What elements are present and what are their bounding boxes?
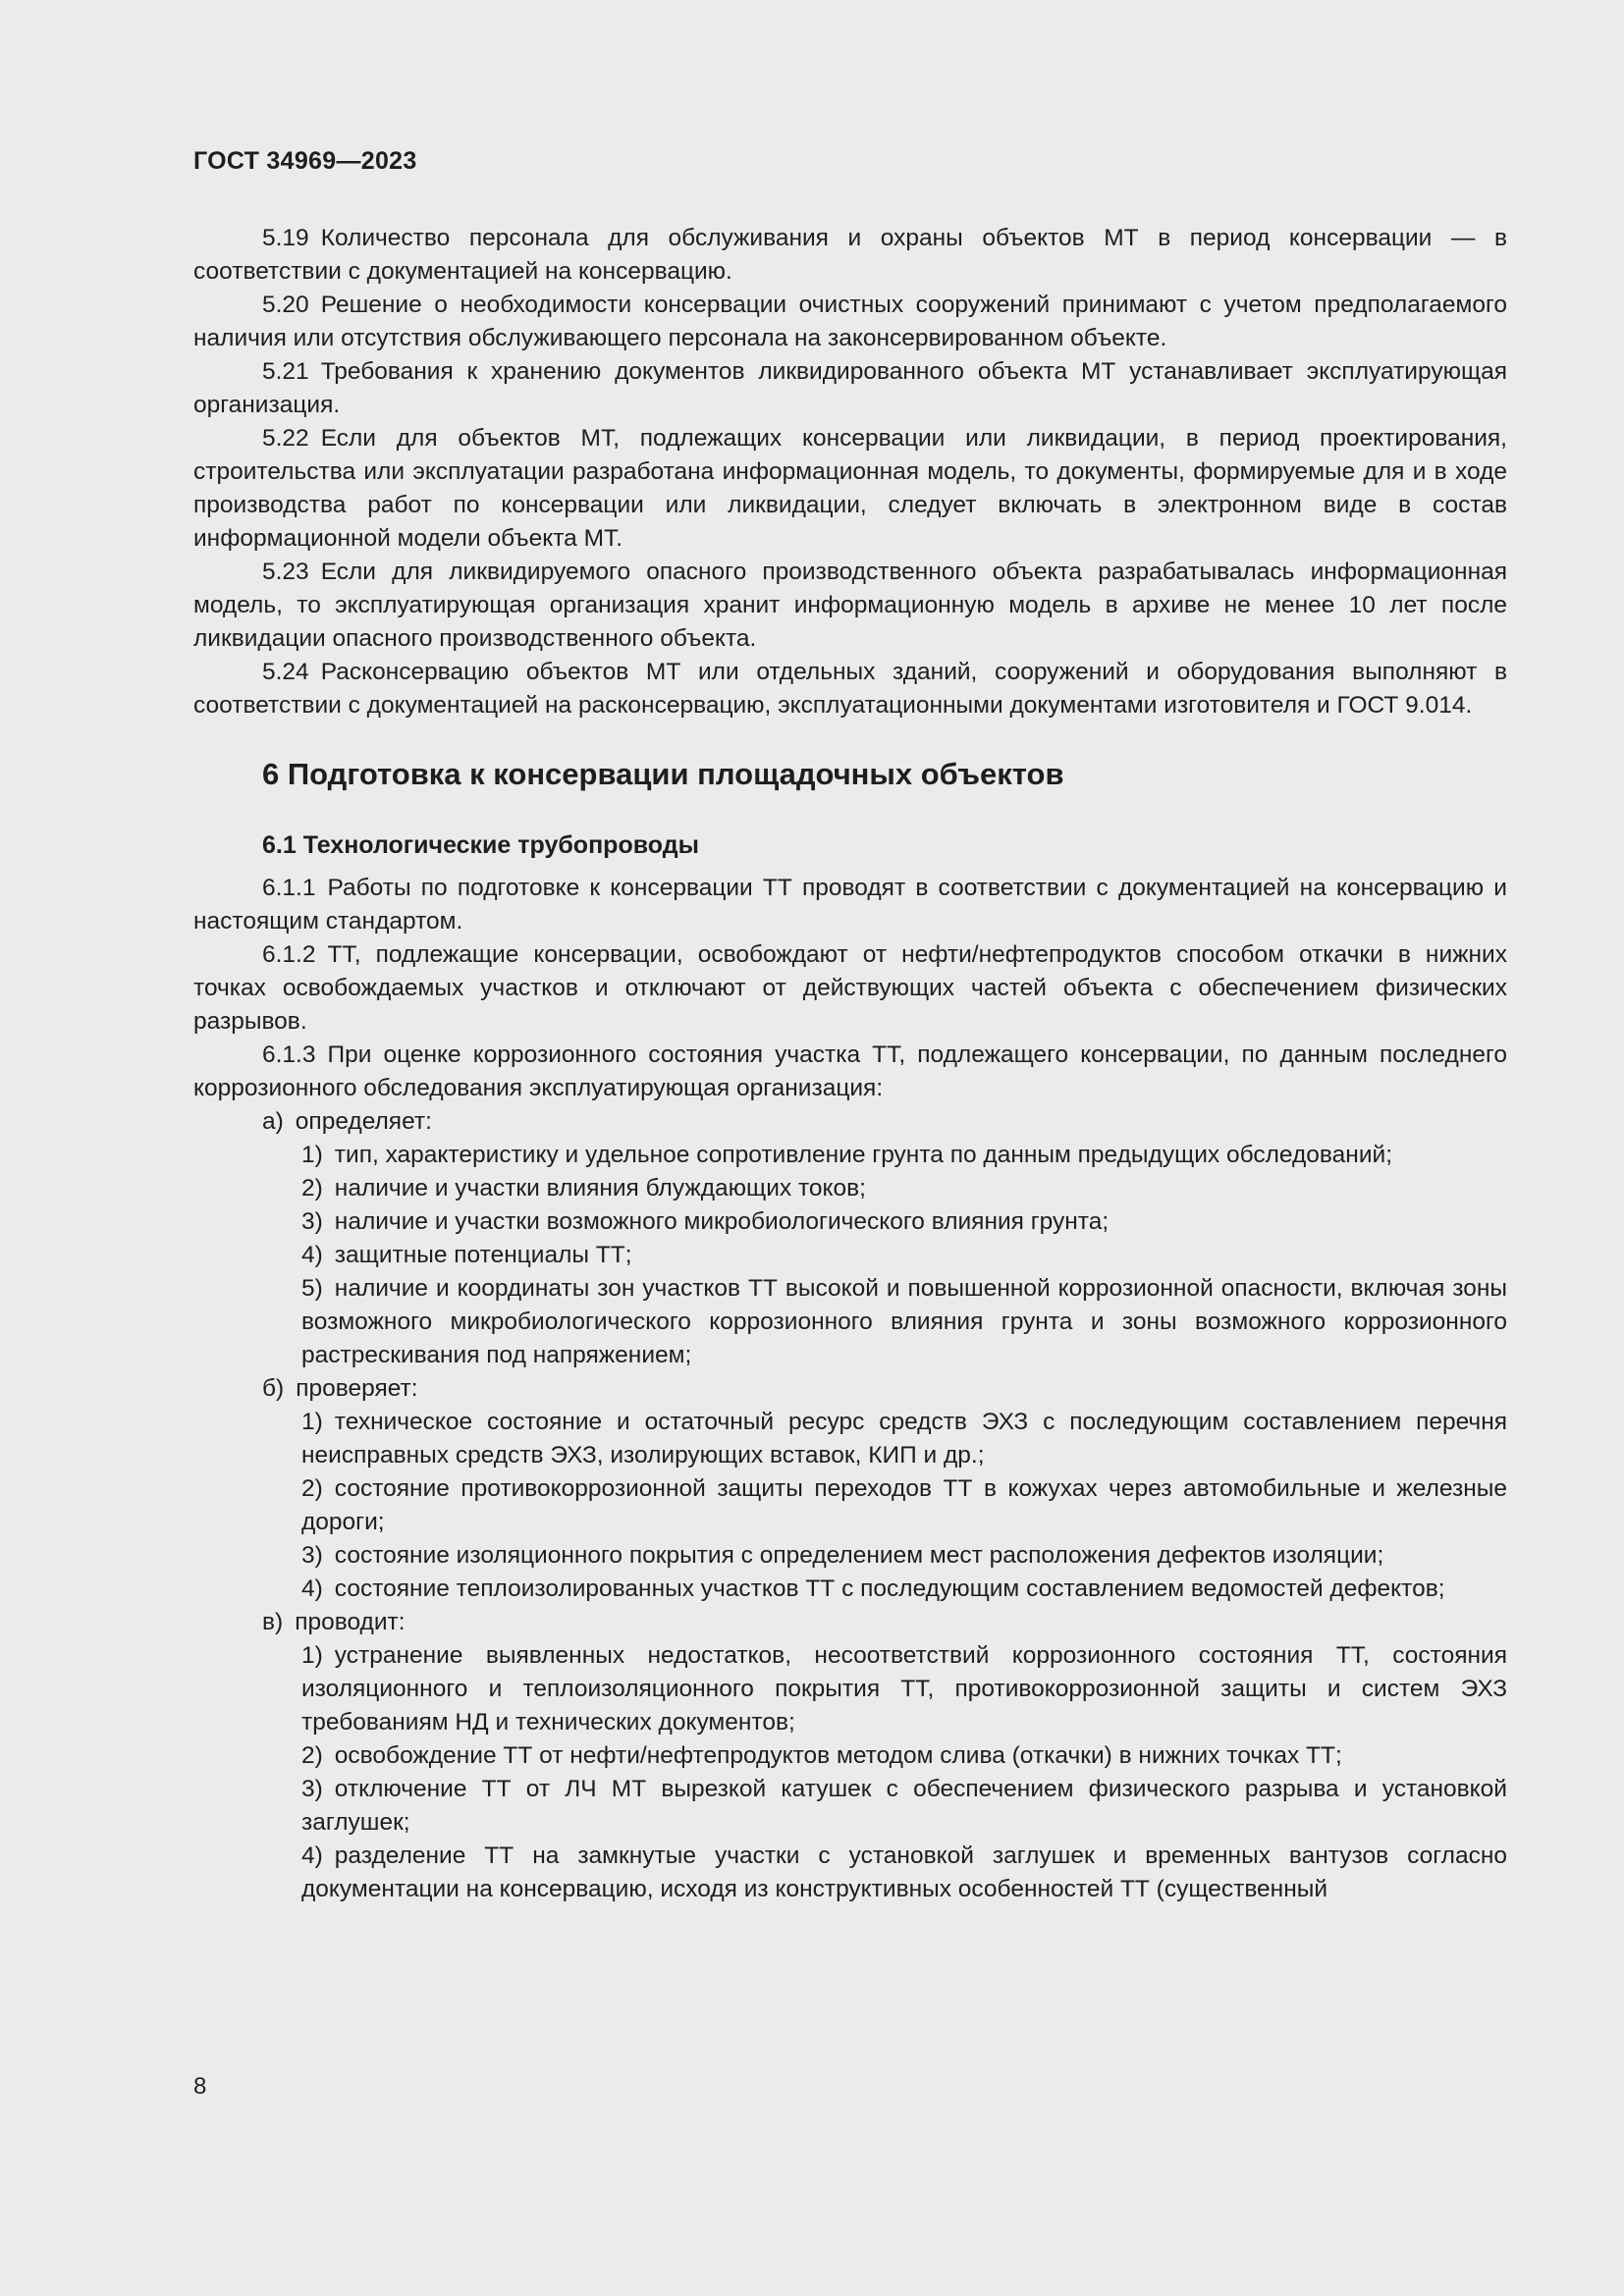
list-item: [301, 1239, 1507, 1272]
list-item: [301, 1472, 1507, 1539]
list-item: [301, 1139, 1507, 1172]
subsection-6-1-title: 6.1 Технологические трубопроводы: [262, 831, 699, 859]
list-heading-text: определяет:: [295, 1108, 432, 1135]
list-label: в): [262, 1609, 284, 1635]
list-item-number: 4): [301, 1842, 323, 1869]
paragraph-5-23: [193, 556, 1507, 656]
list-item: [301, 1272, 1507, 1372]
paragraph-5-24: [193, 656, 1507, 722]
list-item: [301, 1639, 1507, 1739]
list-item-text: разделение ТТ на замкнутые участки с установкой заглушек и временных вантузов согласно документации на консервацию, исходя из конструктивных особенностей ТТ (существенный: [301, 1842, 1507, 1902]
list-item-text: состояние теплоизолированных участков ТТ с последующим составлением ведомостей дефектов;: [334, 1575, 1445, 1602]
list-item: [301, 1573, 1507, 1606]
list-item-number: 1): [301, 1409, 323, 1435]
paragraph-text: Количество персонала для обслуживания и охраны объектов МТ в период консервации — в соответствии с документацией на консервацию.: [193, 225, 1507, 285]
list-item-text: устранение выявленных недостатков, несоответствий коррозионного состояния ТТ, состояния изоляционного и теплоизоляционного покрытия ТТ, противокоррозионной защиты и систем ЭХЗ требованиям НД и технических документов;: [301, 1642, 1507, 1735]
list-item: [301, 1739, 1507, 1773]
paragraph-text: Если для ликвидируемого опасного производственного объекта разрабатывалась информационная модель, то эксплуатирующая организация хранит информационную модель в архиве не менее 10 лет после ликвидации опасного производственного объекта.: [193, 559, 1507, 652]
list-v-heading: [262, 1606, 1507, 1639]
paragraph-number: 5.22: [262, 425, 309, 452]
paragraph-number: 5.24: [262, 659, 309, 685]
paragraph-number: 6.1.1: [262, 875, 316, 901]
document-header: ГОСТ 34969—2023: [193, 147, 417, 175]
list-label: б): [262, 1375, 285, 1402]
list-item-number: 1): [301, 1142, 323, 1168]
list-item-number: 3): [301, 1542, 323, 1569]
list-item-text: отключение ТТ от ЛЧ МТ вырезкой катушек с обеспечением физического разрыва и установкой заглушек;: [301, 1776, 1507, 1836]
list-item-number: 3): [301, 1776, 323, 1802]
paragraph-text: Если для объектов МТ, подлежащих консервации или ликвидации, в период проектирования, строительства или эксплуатации разработана информационная модель, то документы, формируемые для и в ходе производства работ по консервации или ликвидации, следует включать в электронном виде в состав информационной модели объекта МТ.: [193, 425, 1507, 552]
list-item-number: 2): [301, 1475, 323, 1502]
list-item-text: тип, характеристику и удельное сопротивление грунта по данным предыдущих обследований;: [334, 1142, 1392, 1168]
document-body: [193, 222, 1507, 1906]
paragraph-number: 5.20: [262, 292, 309, 318]
list-item-text: освобождение ТТ от нефти/нефтепродуктов методом слива (откачки) в нижних точках ТТ;: [334, 1742, 1342, 1769]
paragraph-text: Расконсервацию объектов МТ или отдельных зданий, сооружений и оборудования выполняют в соответствии с документацией на расконсервацию, эксплуатационными документами изготовителя и ГОСТ 9.014.: [193, 659, 1507, 719]
paragraph-text: При оценке коррозионного состояния участка ТТ, подлежащего консервации, по данным последнего коррозионного обследования эксплуатирующая организация:: [193, 1041, 1507, 1101]
list-item: [301, 1172, 1507, 1205]
paragraph-text: ТТ, подлежащие консервации, освобождают от нефти/нефтепродуктов способом откачки в нижних точках освобождаемых участков и отключают от действующих частей объекта с обеспечением физических разрывов.: [193, 941, 1507, 1035]
list-item-number: 2): [301, 1175, 323, 1201]
list-item: [301, 1840, 1507, 1906]
list-item-number: 4): [301, 1242, 323, 1268]
list-item-number: 5): [301, 1275, 323, 1302]
paragraph-5-22: [193, 422, 1507, 556]
list-heading-text: проводит:: [295, 1609, 406, 1635]
paragraph-number: 6.1.3: [262, 1041, 316, 1068]
paragraph-6-1-3: [193, 1039, 1507, 1105]
paragraph-number: 5.21: [262, 358, 309, 385]
list-item-text: состояние изоляционного покрытия с определением мест расположения дефектов изоляции;: [334, 1542, 1384, 1569]
page-number: 8: [193, 2073, 207, 2100]
paragraph-text: Требования к хранению документов ликвидированного объекта МТ устанавливает эксплуатирующая организация.: [193, 358, 1507, 418]
paragraph-5-19: [193, 222, 1507, 289]
list-a-heading: [262, 1105, 1507, 1139]
list-item-text: техническое состояние и остаточный ресурс средств ЭХЗ с последующим составлением перечня неисправных средств ЭХЗ, изолирующих вставок, КИП и др.;: [301, 1409, 1507, 1468]
section-6-title: 6 Подготовка к консервации площадочных объектов: [262, 757, 1064, 791]
list-label: а): [262, 1108, 284, 1135]
paragraph-number: 6.1.2: [262, 941, 316, 968]
list-item-number: 3): [301, 1208, 323, 1235]
list-item-number: 1): [301, 1642, 323, 1669]
paragraph-number: 5.19: [262, 225, 309, 251]
list-item: [301, 1773, 1507, 1840]
list-item-number: 4): [301, 1575, 323, 1602]
paragraph-5-21: [193, 355, 1507, 422]
list-heading-text: проверяет:: [296, 1375, 418, 1402]
paragraph-6-1-2: [193, 938, 1507, 1039]
list-item-text: наличие и участки влияния блуждающих токов;: [334, 1175, 866, 1201]
list-b-heading: [262, 1372, 1507, 1406]
list-item-text: наличие и координаты зон участков ТТ высокой и повышенной коррозионной опасности, включая зоны возможного микробиологического коррозионного влияния грунта и зоны возможного коррозионного растрескивания под напряжением;: [301, 1275, 1507, 1368]
list-item: [301, 1205, 1507, 1239]
list-item: [301, 1539, 1507, 1573]
list-item: [301, 1406, 1507, 1472]
list-item-text: наличие и участки возможного микробиологического влияния грунта;: [334, 1208, 1110, 1235]
list-item-text: защитные потенциалы ТТ;: [334, 1242, 632, 1268]
list-item-text: состояние противокоррозионной защиты переходов ТТ в кожухах через автомобильные и железные дороги;: [301, 1475, 1507, 1535]
paragraph-6-1-1: [193, 872, 1507, 938]
paragraph-text: Работы по подготовке к консервации ТТ проводят в соответствии с документацией на консервацию и настоящим стандартом.: [193, 875, 1507, 934]
paragraph-number: 5.23: [262, 559, 309, 585]
paragraph-text: Решение о необходимости консервации очистных сооружений принимают с учетом предполагаемого наличия или отсутствия обслуживающего персонала на законсервированном объекте.: [193, 292, 1507, 351]
list-item-number: 2): [301, 1742, 323, 1769]
paragraph-5-20: [193, 289, 1507, 355]
